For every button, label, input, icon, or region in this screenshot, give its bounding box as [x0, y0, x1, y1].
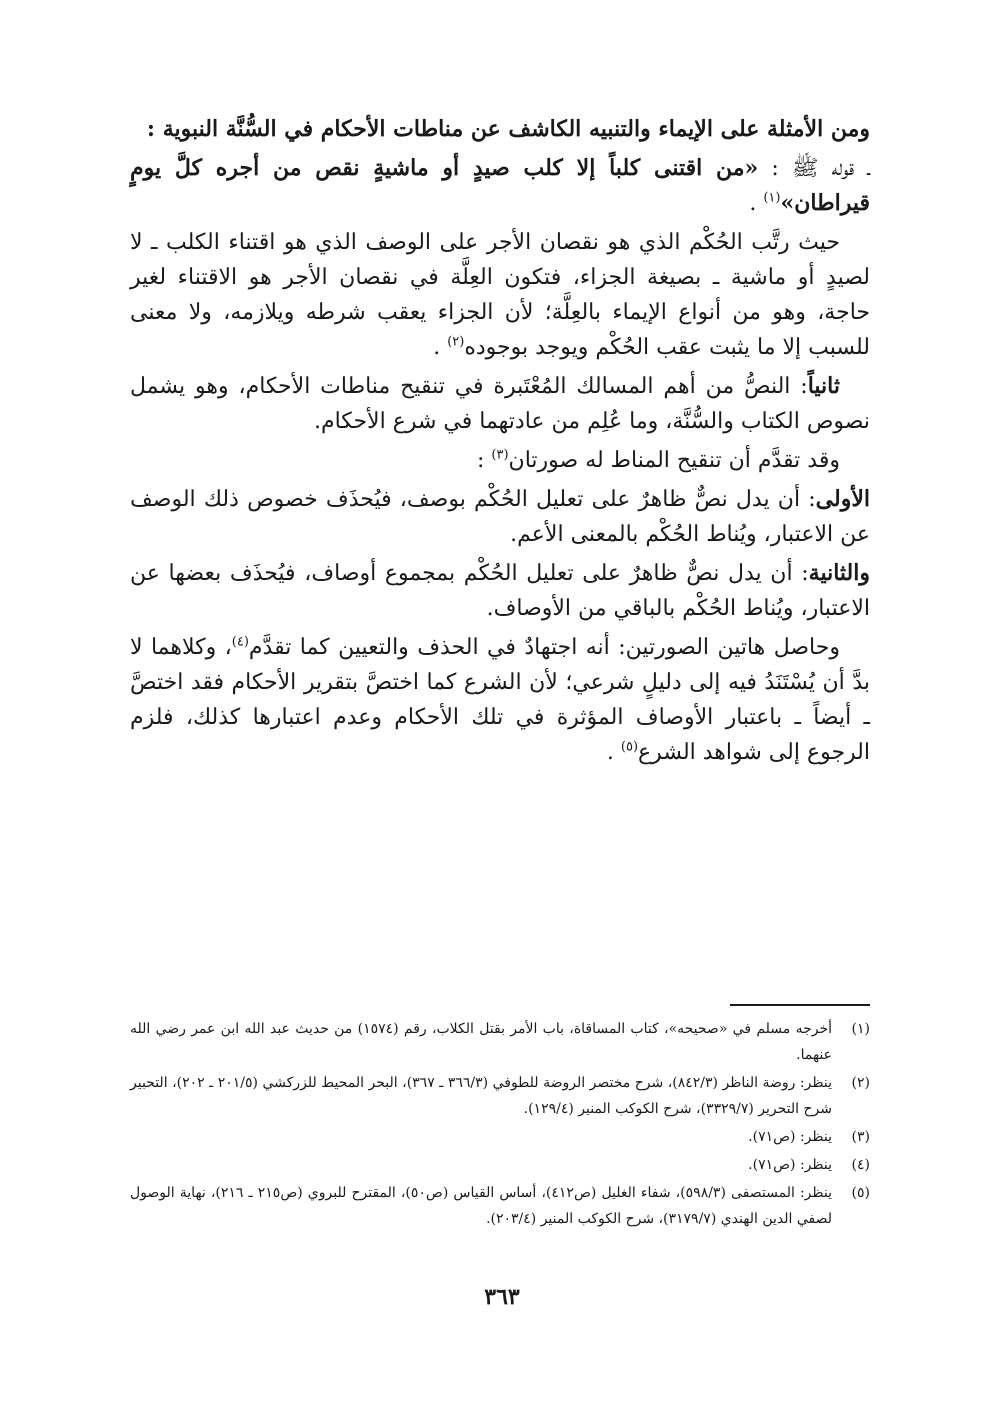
footnotes	[130, 1016, 870, 1234]
paragraph: وحاصل هاتين الصورتين: أنه اجتهادٌ في الحذف والتعيين كما تقدَّم$^{(٤)}$، وكلاهما لا بدَّ أن يُسْتَنَدُ فيه إلى دليلٍ شرعي؛ لأن الشرع كما اختصَّ بتقرير الأحكام فقد اختصَّ ـ أيضاً ـ باعتبار الأوصاف المؤثرة في تلك الأحكام وعدم اعتبارها كذلك، فلزم الرجوع إلى شواهد الشرع$^{(٥)}$ .	[130, 634, 870, 765]
main-text	[130, 112, 870, 774]
footnote-ref[interactable]: (٣)	[491, 447, 509, 463]
footnote-ref[interactable]: (٢)	[447, 334, 465, 350]
footnote-divider	[730, 1004, 870, 1006]
paragraph: وقد تقدَّم أن تنقيح المناط له صورتان$^{(٣)}$ :	[477, 447, 840, 473]
footnote-ref[interactable]: (٥)	[620, 739, 639, 755]
footnote-item: (٣) ينظر: (ص٧١).	[748, 1129, 870, 1145]
paragraph: حيث رتَّب الحُكْم الذي هو نقصان الأجر على الوصف الذي هو اقتناء الكلب ـ لا لصيدٍ أو ماشية ـ بصيغة الجزاء، فتكون العِلَّة في نقصان الأجر هو الاقتناء لغير حاجة، وهو من أنواع الإيماء بالعِلَّة؛ لأن الجزاء يعقب شرطه ويلازمه، ولا معنى للسبب إلا ما يثبت عقب الحُكْم ويوجد بوجوده$^{(٢)}$ .	[130, 230, 870, 360]
footnote-ref[interactable]: (١)	[763, 190, 781, 206]
page-number: ٣٦٣	[484, 1284, 520, 1310]
paragraph-label: ثانياً	[807, 373, 840, 399]
paragraph: الأولى: أن يدل نصٌّ ظاهرٌ على تعليل الحُكْم بوصف، فيُحذَف خصوص ذلك الوصف عن الاعتبار، ويُناط الحُكْم بالمعنى الأعم.	[130, 486, 870, 547]
footnote-item: (١) أخرجه مسلم في «صحيحه»، كتاب المساقاة، باب الأمر بقتل الكلاب، رقم (١٥٧٤) من حديث عبد الله ابن عمر رضي الله عنهما.	[130, 1021, 870, 1063]
paragraph-label: الأولى	[815, 486, 870, 512]
paragraph: والثانية: أن يدل نصٌّ ظاهرٌ على تعليل الحُكْم بمجموع أوصاف، فيُحذَف بعضها عن الاعتبار، ويُناط الحُكْم بالباقي من الأوصاف.	[130, 560, 870, 621]
footnote-item: (٢) ينظر: روضة الناظر (٨٤٢/٣)، شرح مختصر الروضة للطوفي (٣٦٦/٣ ـ ٣٦٧)، البحر المحيط للزركشي (٢٠١/٥ ـ ٢٠٢)، التحبير شرح التحرير (٣٣٢٩/٧)، شرح الكوكب المنير (١٢٩/٤).	[130, 1075, 870, 1117]
section-heading: ومن الأمثلة على الإيماء والتنبيه الكاشف عن مناطات الأحكام في السُّنَّة النبوية :	[146, 116, 870, 142]
paragraph-label: والثانية	[808, 560, 870, 586]
paragraph: ثانياً: النصُّ من أهم المسالك المُعْتَبرة في تنقيح مناطات الأحكام، وهو يشمل نصوص الكتاب والسُّنَّة، وما عُلِم من عادتهما في شرع الأحكام.	[130, 373, 870, 434]
footnote-item: (٥) ينظر: المستصفى (٥٩٨/٣)، شفاء الغليل (ص٤١٢)، أساس القياس (ص٥٠)، المقترح للبروي (ص٢١٥ ـ ٢١٦)، نهاية الوصول لصفي الدين الهندي (٣١٧٩/٧)، شرح الكوكب المنير (٢٠٣/٤).	[130, 1185, 870, 1227]
footnote-item: (٤) ينظر: (ص٧١).	[748, 1157, 870, 1173]
hadith-quote: ـ قوله ﷺ : «من اقتنى كلباً إلا كلب صيدٍ أو ماشيةٍ نقص من أجره كلَّ يومٍ قيراطان»$^{(١)}$ .	[130, 155, 870, 216]
footnote-ref[interactable]: (٤)	[231, 634, 249, 650]
